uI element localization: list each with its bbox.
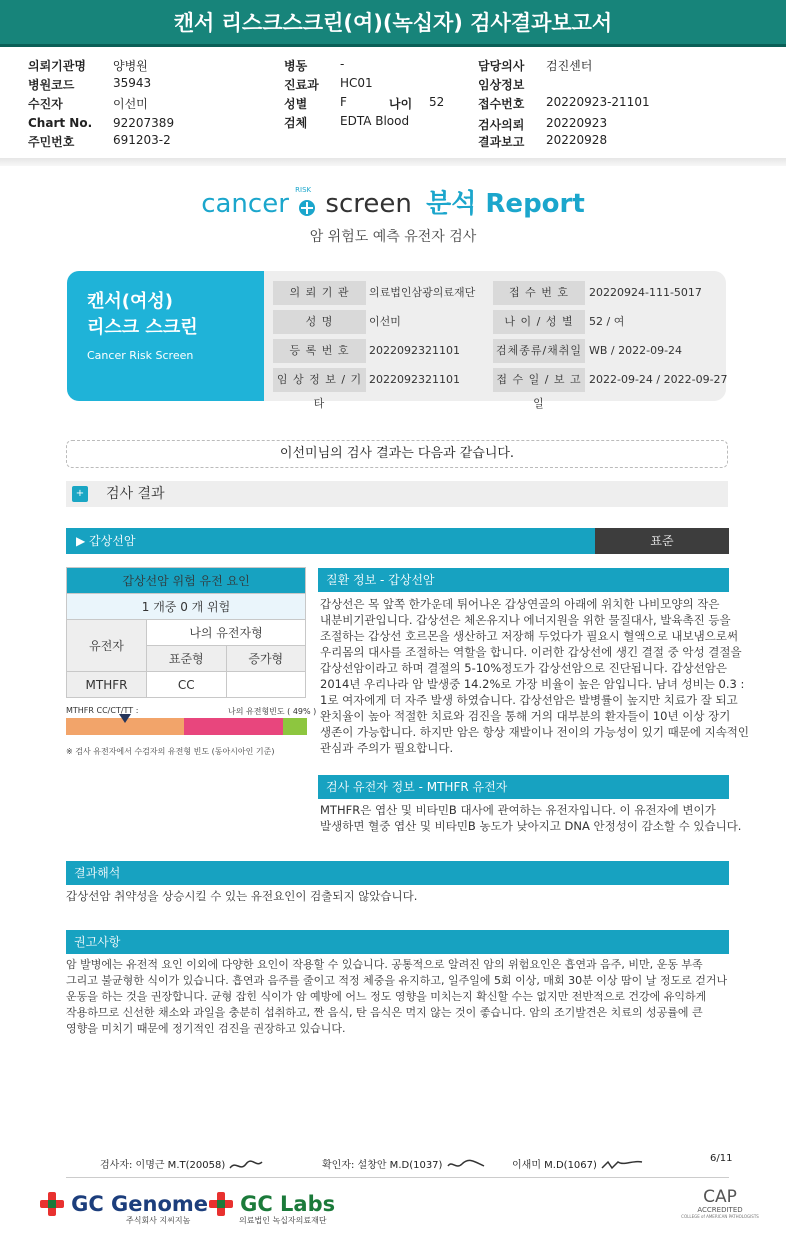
- header-patient-value: 양병원: [113, 59, 148, 73]
- examiner-name: 검사자: 이명근 M.T(20058): [100, 1160, 226, 1171]
- signature-mark: [600, 1158, 644, 1172]
- text-line: 작용하므로 신선한 채소와 과일을 충분히 섭취하고, 짠 음식, 탄 음식은 먹지 않는 것이 좋습니다. 암의 조기발견은 치료의 성공률에 큰: [66, 1006, 703, 1019]
- gc-cross-icon: [207, 1190, 235, 1218]
- brand-cancer: cancer: [201, 189, 289, 219]
- age-value: 52: [429, 95, 445, 109]
- header-dept-value: HC01: [340, 76, 373, 90]
- card-field-label: 성 명: [273, 310, 366, 334]
- genotype-column-header: 나의 유전자형: [147, 620, 306, 646]
- card-title-line1: 캔서(여성): [87, 291, 174, 312]
- brand-risk-icon: [295, 185, 317, 215]
- card-field-label: 임 상 정 보 / 기 타: [273, 368, 366, 392]
- footer-divider: [66, 1177, 729, 1178]
- greeting-banner: 이선미님의 검사 결과는 다음과 같습니다.: [66, 440, 728, 468]
- text-line: 완치율이 높아 적절한 치료와 검진을 통해 거의 대부분의 환자들이 10년 이상 장기: [320, 709, 731, 723]
- confirmer-signature: [322, 1156, 486, 1172]
- header-report-value: 20220923: [546, 116, 608, 130]
- cancer-name-bar: ▶ 갑상선암: [66, 528, 595, 554]
- header-patient-value: 35943: [113, 76, 152, 90]
- gc-labs-subtext: 의료법인 녹십자의료재단: [239, 1216, 327, 1225]
- gc-cross-icon: [38, 1190, 66, 1218]
- signature-mark: [228, 1158, 264, 1172]
- header-dept-label: 성별: [284, 97, 308, 111]
- card-field-label: 의 뢰 기 관: [273, 281, 366, 305]
- freq-left-label: MTHFR CC/CT/TT :: [66, 706, 139, 715]
- freq-right-label: 나의 유전형빈도 ( 49% ): [228, 707, 317, 716]
- card-field-value: 2022-09-24 / 2022-09-27: [589, 373, 728, 386]
- brand-risk-text: RISK: [295, 185, 312, 194]
- disease-info-text: [320, 596, 750, 756]
- card-field-label: 나 이 / 성 별: [493, 310, 585, 334]
- brand-screen: screen: [325, 189, 412, 219]
- header-report-label: 접수번호: [478, 97, 525, 111]
- frequency-note: ※ 검사 유전자에서 수검자의 유전형 빈도 (동아시아인 기준): [66, 747, 275, 756]
- header-patient-label: Chart No.: [28, 116, 93, 130]
- header-report-label: 결과보고: [478, 135, 525, 149]
- header-patient-label: 수진자: [28, 97, 63, 111]
- gc-labs-logo: [207, 1190, 336, 1225]
- cap-accredited: ACCREDITED: [697, 1206, 743, 1214]
- card-field-value: 이선미: [369, 315, 401, 328]
- card-field-value: 2022092321101: [369, 344, 460, 357]
- gene-info-header: 검사 유전자 정보 - MTHFR 유전자: [318, 775, 729, 799]
- risk-factor-table: [66, 567, 306, 698]
- card-field-label: 검체종류/채취일: [493, 339, 585, 363]
- header-patient-value: 92207389: [113, 116, 175, 130]
- card-field-value: 52 / 여: [589, 315, 625, 328]
- report-title: 캔서 리스크스크린(여)(녹십자) 검사결과보고서: [0, 0, 786, 47]
- text-line: 암 발병에는 유전적 요인 이외에 다양한 요인이 작용할 수 있습니다. 공통적으로 알려진 암의 위험요인은 흡연과 음주, 비만, 운동 부족: [66, 958, 703, 971]
- gc-labs-text: GC Labs: [240, 1192, 336, 1216]
- frequency-segment: [283, 718, 307, 735]
- card-field-value: WB / 2022-09-24: [589, 344, 683, 357]
- header-dept-label: 진료과: [284, 78, 319, 92]
- text-line: 내분비기관입니다. 갑상선은 체온유지나 에너지원을 위한 물질대사, 발육촉진 등을: [320, 613, 731, 627]
- header-report-label: 임상정보: [478, 78, 525, 92]
- confirmer2-signature: [512, 1156, 644, 1172]
- text-line: 생존이 가능합니다. 하지만 암은 항상 재발이나 전이의 가능성이 있기 때문에 지속적인: [320, 725, 750, 739]
- text-line: 관심과 주의가 필요합니다.: [320, 741, 454, 755]
- header-dept-label: 검체: [284, 116, 308, 130]
- text-line: 우리몸의 대사를 조절하는 역할을 합니다. 이러한 갑상선에 생긴 결절 중 악성 결절을: [320, 645, 742, 659]
- standard-type-header: 표준형: [147, 646, 227, 672]
- examiner-signature: [100, 1156, 264, 1172]
- card-field-label: 접 수 일 / 보 고 일: [493, 368, 585, 392]
- risk-summary: 1 개중 0 개 위험: [67, 594, 306, 620]
- card-field-value: 2022092321101: [369, 373, 460, 386]
- header-dept-value: -: [340, 57, 345, 71]
- text-line: 조절하는 갑상선 호르몬을 생산하고 저장해 두었다가 필요시 혈액으로 내보냄으로써: [320, 629, 739, 643]
- header-report-value: 20220928: [546, 133, 608, 147]
- card-field-label: 등 록 번 호: [273, 339, 366, 363]
- header-patient-label: 주민번호: [28, 135, 75, 149]
- recommendation-text: [66, 957, 736, 1037]
- header-report-label: 검사의뢰: [478, 118, 525, 132]
- card-field-value: 의료법인삼광의료재단: [369, 286, 476, 299]
- header-report-value: 20220923-21101: [546, 95, 650, 109]
- recommendation-header: 권고사항: [66, 930, 729, 954]
- header-divider: [0, 158, 786, 166]
- gene-name-cell: MTHFR: [67, 672, 147, 698]
- increased-type-header: 증가형: [226, 646, 306, 672]
- brand-report: 분석 Report: [426, 189, 585, 219]
- gene-info-text: [320, 802, 742, 834]
- disease-info-header: 질환 정보 - 갑상선암: [318, 568, 729, 592]
- card-title-line2: 리스크 스크린: [87, 317, 198, 338]
- card-field-value: 20220924-111-5017: [589, 286, 702, 299]
- text-line: 2014년 우리나라 암 발생중 14.2%로 가장 비율이 높은 암입니다. 남녀 성비는 0.3 :: [320, 677, 745, 691]
- text-line: 갑상선은 목 앞쪽 한가운데 튀어나온 갑상연골의 아래에 위치한 나비모양의 작은: [320, 597, 720, 611]
- report-subtitle: 암 위험도 예측 유전자 검사: [309, 229, 477, 245]
- cap-small: COLLEGE of AMERICAN PATHOLOGISTS: [681, 1214, 759, 1219]
- frequency-segment: [184, 718, 283, 735]
- risk-table-title: 갑상선암 위험 유전 요인: [67, 568, 306, 594]
- age-label: 나이: [389, 97, 413, 111]
- header-dept-label: 병동: [284, 59, 308, 73]
- signature-mark: [446, 1158, 486, 1172]
- card-title-panel: [67, 271, 264, 401]
- risk-level-badge: 표준: [595, 528, 729, 554]
- gc-genome-logo: [38, 1190, 209, 1225]
- confirmer2-name: 이새미 M.D(1067): [512, 1160, 597, 1171]
- genotype-frequency-bar: [66, 718, 307, 735]
- brand-logo: [0, 183, 786, 220]
- text-line: 1로 여자에게 더 자주 발생 하였습니다. 갑상선암은 발병률이 높지만 치료가 잘 되고: [320, 693, 738, 707]
- section-header: [66, 481, 728, 507]
- text-line: MTHFR은 엽산 및 비타민B 대사에 관여하는 유전자입니다. 이 유전자에 변이가: [320, 803, 716, 817]
- text-line: 발생하면 혈중 엽산 및 비타민B 농도가 낮아지고 DNA 안정성이 감소할 수 있습니다.: [320, 819, 742, 833]
- gene-column-header: 유전자: [67, 620, 147, 672]
- card-field-label: 접 수 번 호: [493, 281, 585, 305]
- gc-genome-subtext: 주식회사 지씨지놈: [126, 1216, 191, 1225]
- gc-genome-text: GC Genome: [71, 1192, 209, 1216]
- header-patient-label: 의뢰기관명: [28, 59, 86, 73]
- folder-plus-icon: +: [72, 486, 88, 502]
- text-line: 그리고 불균형한 식이가 있습니다. 흡연과 음주를 줄이고 적정 체중을 유지하고, 일주일에 5회 이상, 매회 30분 이상 땀이 날 정도로 걷거나: [66, 974, 728, 987]
- cap-logo: [680, 1188, 760, 1219]
- header-report-value: 검진센터: [546, 59, 593, 73]
- header-patient-value: 691203-2: [113, 133, 171, 147]
- page-number: 6/11: [710, 1153, 733, 1164]
- interpretation-header: 결과해석: [66, 861, 729, 885]
- header-patient-label: 병원코드: [28, 78, 75, 92]
- card-title-en: Cancer Risk Screen: [87, 349, 194, 362]
- text-line: 영향을 미치기 때문에 정기적인 검진을 권장하고 있습니다.: [66, 1022, 346, 1035]
- standard-genotype-cell: CC: [147, 672, 227, 698]
- cap-text: CAP: [703, 1187, 737, 1207]
- text-line: 갑상선암이라고 하며 결절의 5-10%정도가 갑상선암으로 진단됩니다. 갑상선암은: [320, 661, 727, 675]
- header-patient-value: 이선미: [113, 97, 148, 111]
- header-report-label: 담당의사: [478, 59, 525, 73]
- header-dept-value: F: [340, 95, 347, 109]
- confirmer-name: 확인자: 설창안 M.D(1037): [322, 1160, 443, 1171]
- header-dept-value: EDTA Blood: [340, 114, 410, 128]
- increased-genotype-cell: [226, 672, 306, 698]
- my-genotype-marker: [119, 714, 131, 723]
- interpretation-text: 갑상선암 취약성을 상승시킬 수 있는 유전요인이 검출되지 않았습니다.: [66, 889, 418, 903]
- section-title: 검사 결과: [106, 486, 165, 502]
- text-line: 운동을 하는 것을 권장합니다. 균형 잡힌 식이가 암 예방에 어느 정도 영향을 미치는지 확신할 수는 없지만 전반적으로 건강에 유익하게: [66, 990, 707, 1003]
